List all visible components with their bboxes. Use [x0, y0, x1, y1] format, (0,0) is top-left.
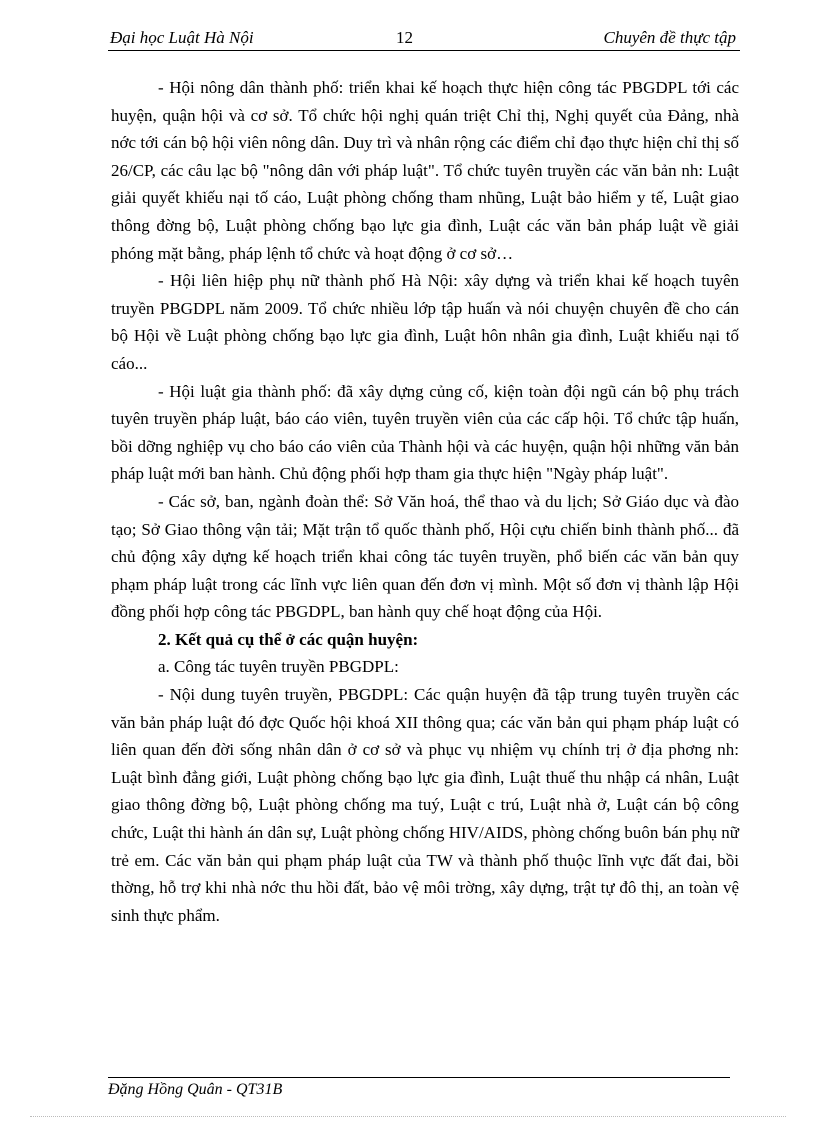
header-university: Đại học Luật Hà Nội: [110, 28, 254, 47]
paragraph-lawyers-association: - Hội luật gia thành phố: đã xây dựng củng cố, kiện toàn đội ngũ cán bộ phụ trách tuyên truyền pháp luật, báo cáo viên, tuyên truyền viên của các cấp hội. Tổ chức tập huấn, bồi dỡng nghiệp vụ cho báo cáo viên của Thành hội và các huyện, quận hội những văn bản pháp luật mới ban hành. Chủ động phối hợp tham gia thực hiện "Ngày pháp luật".: [111, 381, 739, 484]
subsection-heading: a. Công tác tuyên truyền PBGDPL:: [158, 657, 399, 677]
paragraph-women-union: - Hội liên hiệp phụ nữ thành phố Hà Nội: xây dựng và triển khai kế hoạch tuyên truyền PBGDPL năm 2009. Tổ chức nhiều lớp tập huấn và nói chuyện chuyên đề cho cán bộ Hội về Luật phòng chống bạo lực gia đình, Luật hôn nhân gia đình, Luật khiếu nại tố cáo...: [111, 271, 739, 373]
page-bottom-divider: [30, 1116, 786, 1117]
page-header: [108, 26, 740, 51]
page-footer: [108, 1077, 730, 1099]
page-number: 12: [396, 28, 413, 47]
paragraph-departments: - Các sở, ban, ngành đoàn thể: Sở Văn hoá, thể thao và du lịch; Sở Giáo dục và đào tạo; Sở Giao thông vận tải; Mặt trận tổ quốc thành phố, Hội cựu chiến binh thành phố... đã chủ động xây dựng kế hoạch triển khai công tác tuyên truyền, phổ biến các văn bản quy phạm pháp luật trong các lĩnh vực liên quan đến đơn vị mình. Một số đơn vị thành lập Hội đồng phối hợp công tác PBGDPL, ban hành quy chế hoạt động của Hội.: [111, 491, 739, 622]
header-report-title: Chuyên đề thực tập: [603, 28, 736, 47]
paragraph-farmers-association: - Hội nông dân thành phố: triển khai kế hoạch thực hiện công tác PBGDPL tới các huyện, quận hội và cơ sở. Tổ chức hội nghị quán triệt Chỉ thị, Nghị quyết của Đảng, nhà nớc tới cán bộ hội viên nông dân. Duy trì và nhân rộng các điểm chỉ đạo thực hiện chỉ thị số 26/CP, các câu lạc bộ "nông dân với pháp luật". Tổ chức tuyên truyền các văn bản nh: Luật giải quyết khiếu nại tố cáo, Luật phòng chống tham nhũng, Luật bảo hiểm y tế, Luật giao thông đờng bộ, Luật phòng chống bạo lực gia đình, Luật các văn bản pháp luật về giải phóng mặt bằng, pháp lệnh tổ chức và hoạt động ở cơ sở…: [111, 78, 739, 263]
document-body: [111, 74, 739, 929]
paragraph-content-propaganda: - Nội dung tuyên truyền, PBGDPL: Các quận huyện đã tập trung tuyên truyền các văn bản pháp luật đó đợc Quốc hội khoá XII thông qua; các văn bản qui phạm pháp luật có liên quan đến đời sống nhân dân ở cơ sở và phục vụ nhiệm vụ chính trị ở địa phơng nh: Luật bình đẳng giới, Luật phòng chống bạo lực gia đình, Luật thuế thu nhập cá nhân, Luật giao thông đờng bộ, Luật phòng chống ma tuý, Luật c trú, Luật nhà ở, Luật cán bộ công chức, Luật thi hành án dân sự, Luật phòng chống HIV/AIDS, phòng chống buôn bán phụ nữ trẻ em. Các văn bản qui phạm pháp luật của TW và thành phố thuộc lĩnh vực đất đai, bồi thờng, hỗ trợ khi nhà nớc thu hồi đất, bảo vệ môi trờng, xây dựng, trật tự đô thị, an toàn vệ sinh thực phẩm.: [111, 685, 739, 925]
footer-author: Đặng Hồng Quân - QT31B: [108, 1081, 283, 1098]
section-heading: 2. Kết quả cụ thể ở các quận huyện:: [158, 629, 419, 649]
